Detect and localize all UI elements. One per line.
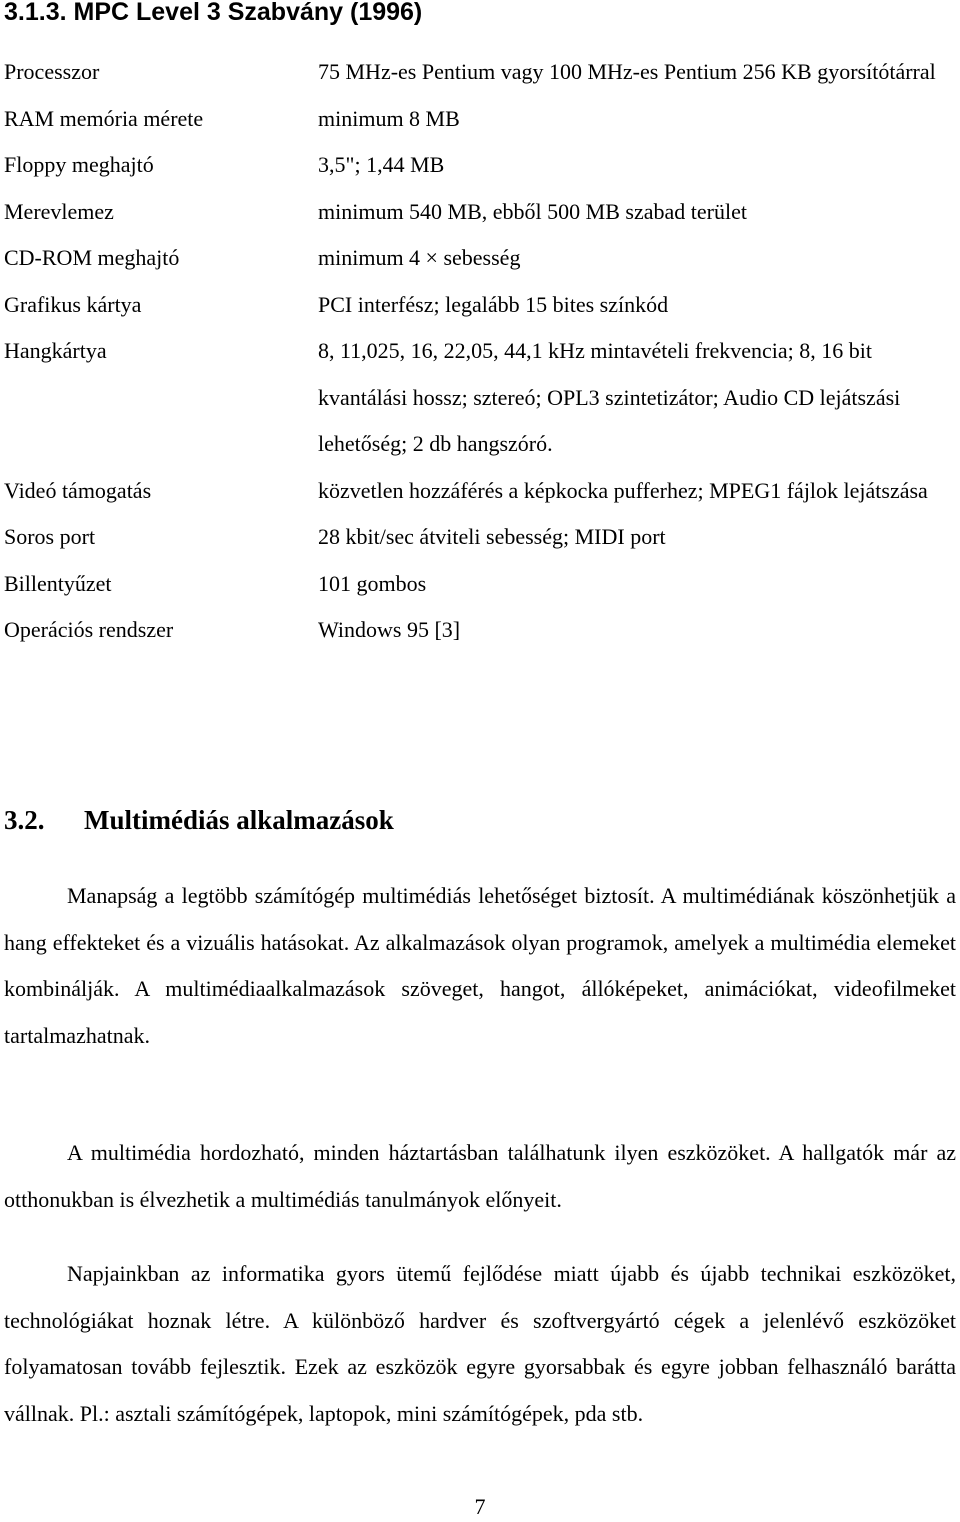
spec-label: Processzor [4,59,100,84]
spec-label: Grafikus kártya [4,291,142,317]
spec-value: 28 kbit/sec átviteli sebesség; MIDI port [318,524,666,549]
spec-row-merevlemez [4,189,954,236]
spec-row-video [4,468,954,515]
spec-value: Windows 95 [3] [318,617,461,642]
spec-value: 75 MHz-es Pentium vagy 100 MHz-es Pentium 256 KB gyorsítótárral [318,59,936,84]
spec-label: Billentyűzet [4,570,112,596]
spec-label: Hangkártya [4,338,107,363]
spec-label: Videó támogatás [4,477,152,503]
spec-value: 8, 11,025, 16, 22,05, 44,1 kHz mintavételi frekvencia; 8, 16 bit kvantálási hossz; sztereó; OPL3 szintetizátor; Audio CD lejátszási lehetőség; 2 db hangszóró. [318,338,901,456]
spec-table [4,49,954,654]
spec-row-floppy [4,142,954,189]
spec-label: Soros port [4,524,96,549]
spec-row-hangkartya [4,328,954,468]
spec-row-processzor [4,49,954,96]
spec-row-soros-port [4,514,954,561]
page-number: 7 [474,1494,486,1519]
spec-value: minimum 540 MB, ebből 500 MB szabad terület [318,198,747,224]
spec-value: 101 gombos [318,570,427,596]
spec-value: PCI interfész; legalább 15 bites színkód [318,291,669,317]
paragraph: Napjainkban az informatika gyors ütemű fejlődése miatt újabb és újabb technikai eszközöket, technológiákat hoznak létre. A különböző hardver és szoftvergyártó cégek a jelenlévő eszközöket folyamatosan tovább fejlesztik. Ezek az eszközök egyre gyorsabbak és egyre jobban felhasználó barátta vállnak. Pl.: asztali számítógépek, laptopok, mini számítógépek, pda stb. [4,1261,956,1426]
spec-row-cdrom [4,235,954,282]
chapter-heading [4,800,394,840]
spec-label: Operációs rendszer [4,617,174,642]
chapter-number: 3.2. [4,805,45,835]
spec-row-grafikus-kartya [4,282,954,329]
paragraph: Manapság a legtöbb számítógép multimédiás lehetőséget biztosít. A multimédiának köszönhetjük a hang effekteket és a vizuális hatásokat. Az alkalmazások olyan programok, amelyek a multimédia elemeket kombinálják. A multimédiaalkalmazások szöveget, hangot, állóképeket, animációkat, videofilmeket tartalmazhatnak. [4,883,956,1048]
spec-row-operacios-rendszer [4,607,954,654]
paragraph: A multimédia hordozható, minden háztartásban találhatunk ilyen eszközöket. A hallgatók már az otthonukban is élvezhetik a multimédiás tanulmányok előnyeit. [4,1140,956,1212]
spec-value: minimum 8 MB [318,105,460,131]
section-heading: 3.1.3. MPC Level 3 Szabvány (1996) [4,0,423,26]
chapter-title: Multimédiás alkalmazások [84,805,394,835]
spec-row-billentyuzet [4,561,954,608]
spec-row-ram [4,96,954,143]
spec-value: minimum 4 × sebesség [318,245,521,270]
spec-value: közvetlen hozzáférés a képkocka pufferhez; MPEG1 fájlok lejátszása [318,477,928,503]
spec-label: CD-ROM meghajtó [4,245,180,270]
spec-label: RAM memória mérete [4,105,204,131]
spec-label: Floppy meghajtó [4,152,154,177]
spec-label: Merevlemez [4,198,114,224]
spec-value: 3,5"; 1,44 MB [318,152,445,177]
